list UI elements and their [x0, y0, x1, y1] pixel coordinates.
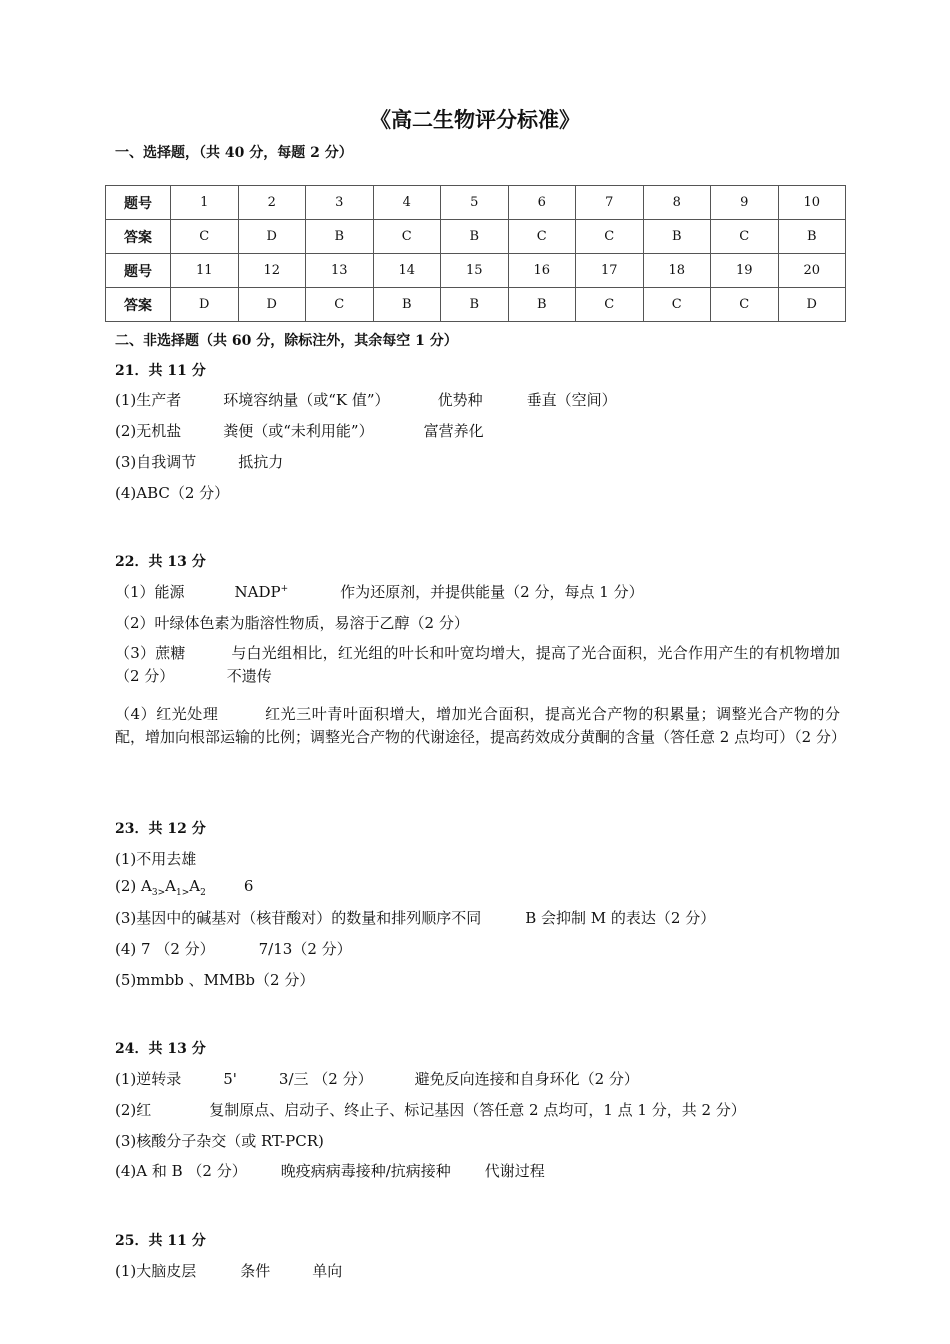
table-cell: 17	[576, 254, 644, 288]
q21-line-4: (4)ABC（2 分）	[115, 484, 230, 502]
q21-line-2	[115, 420, 484, 441]
q23-line-5: (5)mmbb 、MMBb（2 分）	[115, 971, 315, 989]
table-cell: D	[238, 220, 306, 254]
table-cell: B	[778, 220, 846, 254]
q23-line-1: (1)不用去雄	[115, 850, 197, 868]
q22-line-2: （2）叶绿体色素为脂溶性物质，易溶于乙醇（2 分）	[115, 614, 469, 632]
table-cell: 15	[441, 254, 509, 288]
table-cell: B	[306, 220, 374, 254]
answer-text: (2)无机盐	[115, 422, 182, 440]
q23-line-2	[115, 877, 253, 898]
table-cell: 2	[238, 186, 306, 220]
answer-text: 晚疫病病毒接种/抗病接种	[280, 1162, 451, 1180]
answer-text: 单向	[312, 1262, 343, 1280]
subscript: 1>	[175, 888, 190, 898]
row-label: 答案	[106, 220, 171, 254]
answer-table	[105, 185, 846, 322]
answer-text: （1）能源	[115, 583, 185, 601]
q22-heading: 22．共 13 分	[115, 554, 206, 570]
q21-heading: 21．共 11 分	[115, 363, 206, 379]
answer-text: 优势种	[437, 391, 483, 409]
answer-text: 5'	[223, 1070, 237, 1088]
answer-text: 3/三 （2 分）	[278, 1070, 373, 1088]
q21-line-1	[115, 389, 617, 410]
table-cell: B	[441, 288, 509, 322]
q25-line-1	[115, 1260, 342, 1281]
table-cell: 12	[238, 254, 306, 288]
table-cell: 13	[306, 254, 374, 288]
table-cell: B	[643, 220, 711, 254]
table-row	[106, 220, 846, 254]
table-cell: 10	[778, 186, 846, 220]
table-cell: C	[643, 288, 711, 322]
answer-text: 条件	[240, 1262, 271, 1280]
q22-paragraph-4: （4）红光处理 红光三叶青叶面积增大，增加光合面积，提高光合产物的积累量；调整光合产物的分配，增加向根部运输的比例；调整光合产物的代谢途径，提高药效成分黄酮的含量（答任意 2 点均可）（2 分）	[115, 705, 846, 746]
table-cell: 16	[508, 254, 576, 288]
answer-text: (1)生产者	[115, 391, 182, 409]
table-row	[106, 186, 846, 220]
answer-text: 垂直（空间）	[526, 391, 617, 409]
q24-line-1	[115, 1068, 639, 1089]
q25-heading: 25．共 11 分	[115, 1233, 206, 1249]
table-cell: 9	[711, 186, 779, 220]
answer-text: 代谢过程	[484, 1162, 545, 1180]
q24-line-4	[115, 1160, 545, 1181]
table-cell: C	[711, 220, 779, 254]
table-cell: D	[171, 288, 239, 322]
answer-text: (3)基因中的碱基对（核苷酸对）的数量和排列顺序不同	[115, 909, 482, 927]
answer-text: (4) 7 （2 分）	[115, 940, 215, 958]
table-row	[106, 254, 846, 288]
answer-text: 粪便（或“未利用能”）	[223, 422, 374, 440]
superscript: +	[280, 584, 289, 594]
q23-line-3	[115, 907, 715, 928]
answer-text: (4)A 和 B （2 分）	[115, 1162, 247, 1180]
table-cell: 7	[576, 186, 644, 220]
table-cell: 18	[643, 254, 711, 288]
answer-text: 抵抗力	[238, 453, 284, 471]
table-cell: C	[508, 220, 576, 254]
table-cell: 11	[171, 254, 239, 288]
table-cell: 6	[508, 186, 576, 220]
table-cell: 1	[171, 186, 239, 220]
table-cell: C	[576, 220, 644, 254]
row-label: 答案	[106, 288, 171, 322]
table-cell: B	[441, 220, 509, 254]
table-cell: 4	[373, 186, 441, 220]
q21-line-3	[115, 451, 283, 472]
row-label: 题号	[106, 254, 171, 288]
answer-text: 环境容纳量（或“K 值”）	[223, 391, 390, 409]
table-cell: C	[576, 288, 644, 322]
q24-line-2	[115, 1099, 746, 1120]
q22-line-1	[115, 581, 644, 602]
table-cell: C	[171, 220, 239, 254]
table-cell: 14	[373, 254, 441, 288]
page-title: 《高二生物评分标准》	[370, 107, 580, 132]
answer-text: A	[165, 877, 176, 895]
answer-text: 富营养化	[423, 422, 484, 440]
q22-paragraph-3: （3）蔗糖 与白光组相比，红光组的叶长和叶宽均增大，提高了光合面积，光合作用产生的有机物增加（2 分） 不遗传	[115, 644, 840, 685]
answer-text: A	[189, 877, 201, 895]
section-1-heading: 一、选择题，（共 40 分，每题 2 分）	[115, 145, 353, 161]
table-cell: C	[306, 288, 374, 322]
answer-text: 7/13（2 分）	[258, 940, 352, 958]
subscript: 2	[200, 888, 206, 898]
table-cell: 8	[643, 186, 711, 220]
table-cell: 5	[441, 186, 509, 220]
answer-text: (2)红	[115, 1101, 152, 1119]
q24-line-3: (3)核酸分子杂交（或 RT-PCR)	[115, 1132, 324, 1150]
table-cell: D	[778, 288, 846, 322]
answer-text: (1)大脑皮层	[115, 1262, 197, 1280]
answer-text: 避免反向连接和自身环化（2 分）	[414, 1070, 639, 1088]
answer-text: 作为还原剂，并提供能量（2 分，每点 1 分）	[340, 583, 644, 601]
table-cell: 20	[778, 254, 846, 288]
table-cell: D	[238, 288, 306, 322]
answer-text: NADP	[234, 583, 281, 601]
q24-heading: 24．共 13 分	[115, 1041, 206, 1057]
table-cell: B	[508, 288, 576, 322]
answer-text: (3)自我调节	[115, 453, 197, 471]
subscript: 3>	[151, 888, 166, 898]
row-label: 题号	[106, 186, 171, 220]
answer-text: 复制原点、启动子、终止子、标记基因（答任意 2 点均可，1 点 1 分，共 2 分）	[209, 1101, 746, 1119]
answer-text: (2) A	[115, 877, 152, 895]
section-2-heading: 二、非选择题（共 60 分，除标注外，其余每空 1 分）	[115, 333, 458, 349]
table-cell: 3	[306, 186, 374, 220]
answer-text: (1)逆转录	[115, 1070, 182, 1088]
table-cell: C	[711, 288, 779, 322]
answer-text: 6	[243, 877, 254, 895]
table-cell: C	[373, 220, 441, 254]
answer-text: B 会抑制 M 的表达（2 分）	[525, 909, 716, 927]
table-cell: B	[373, 288, 441, 322]
q23-heading: 23．共 12 分	[115, 821, 206, 837]
table-cell: 19	[711, 254, 779, 288]
q23-line-4	[115, 938, 352, 959]
table-row	[106, 288, 846, 322]
